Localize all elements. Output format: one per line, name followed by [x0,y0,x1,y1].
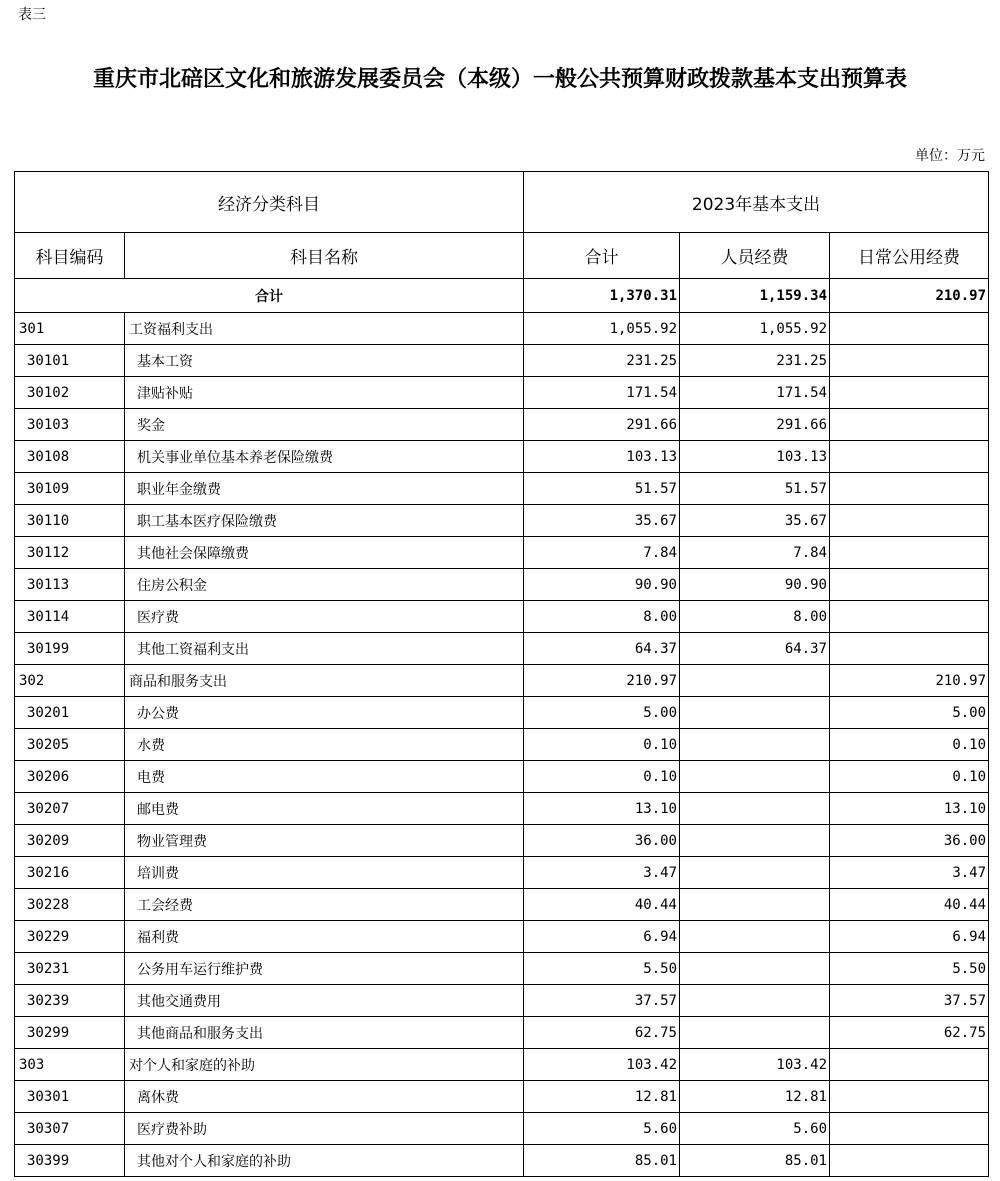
total-amount: 231.25 [524,345,680,377]
subject-name: 住房公积金 [125,569,524,601]
personnel-amount: 35.67 [680,505,830,537]
total-amount: 36.00 [524,825,680,857]
subject-name: 水费 [125,729,524,761]
personnel-amount: 51.57 [680,473,830,505]
total-personnel-amount: 1,159.34 [680,279,830,313]
personnel-amount: 1,055.92 [680,313,830,345]
header-economic-classification: 经济分类科目 [15,172,524,233]
table-row [15,377,989,409]
subject-code: 30399 [15,1145,125,1177]
subject-code: 30307 [15,1113,125,1145]
table-row [15,921,989,953]
personnel-amount [680,1017,830,1049]
personnel-amount: 8.00 [680,601,830,633]
total-public-amount: 210.97 [830,279,989,313]
personnel-amount: 291.66 [680,409,830,441]
public-amount: 6.94 [830,921,989,953]
header-subject-name: 科目名称 [125,233,524,279]
page-title: 重庆市北碚区文化和旅游发展委员会（本级）一般公共预算财政拨款基本支出预算表 [92,66,907,92]
table-row [15,793,989,825]
table-row [15,761,989,793]
total-amount: 171.54 [524,377,680,409]
total-amount: 37.57 [524,985,680,1017]
public-amount [830,633,989,665]
subject-code: 301 [15,313,125,345]
subject-code: 30209 [15,825,125,857]
subject-code: 30109 [15,473,125,505]
subject-code: 30201 [15,697,125,729]
subject-name: 医疗费 [125,601,524,633]
subject-code: 30110 [15,505,125,537]
subject-code: 30102 [15,377,125,409]
personnel-amount: 90.90 [680,569,830,601]
total-amount: 85.01 [524,1145,680,1177]
table-row [15,345,989,377]
total-label: 合计 [15,279,524,313]
public-amount [830,313,989,345]
subject-name: 基本工资 [125,345,524,377]
public-amount [830,1113,989,1145]
subject-name: 办公费 [125,697,524,729]
table-row [15,1049,989,1081]
total-amount: 51.57 [524,473,680,505]
subject-code: 30216 [15,857,125,889]
subject-code: 30112 [15,537,125,569]
table-row [15,953,989,985]
subject-name: 工资福利支出 [125,313,524,345]
table-row [15,601,989,633]
subject-name: 邮电费 [125,793,524,825]
personnel-amount [680,825,830,857]
table-row [15,1145,989,1177]
total-amount: 35.67 [524,505,680,537]
public-amount [830,473,989,505]
table-row [15,505,989,537]
subject-name: 工会经费 [125,889,524,921]
personnel-amount [680,665,830,697]
subject-name: 其他交通费用 [125,985,524,1017]
public-amount [830,345,989,377]
total-amount: 0.10 [524,729,680,761]
total-amount: 90.90 [524,569,680,601]
subject-name: 其他对个人和家庭的补助 [125,1145,524,1177]
personnel-amount [680,953,830,985]
total-amount: 103.13 [524,441,680,473]
personnel-amount: 7.84 [680,537,830,569]
table-row [15,537,989,569]
subject-code: 302 [15,665,125,697]
header-personnel-expense: 人员经费 [680,233,830,279]
subject-code: 303 [15,1049,125,1081]
public-amount: 5.50 [830,953,989,985]
subject-code: 30228 [15,889,125,921]
table-row [15,697,989,729]
subject-name: 离休费 [125,1081,524,1113]
public-amount: 0.10 [830,761,989,793]
total-amount: 3.47 [524,857,680,889]
total-amount: 1,055.92 [524,313,680,345]
total-amount: 210.97 [524,665,680,697]
subject-name: 其他社会保障缴费 [125,537,524,569]
budget-table [14,171,989,1177]
subject-name: 福利费 [125,921,524,953]
total-amount: 1,370.31 [524,279,680,313]
total-amount: 6.94 [524,921,680,953]
subject-code: 30229 [15,921,125,953]
table-row [15,729,989,761]
total-row [15,279,989,313]
header-public-expense: 日常公用经费 [830,233,989,279]
public-amount [830,441,989,473]
subject-code: 30239 [15,985,125,1017]
personnel-amount [680,697,830,729]
subject-code: 30231 [15,953,125,985]
total-amount: 13.10 [524,793,680,825]
subject-code: 30101 [15,345,125,377]
personnel-amount: 12.81 [680,1081,830,1113]
personnel-amount [680,761,830,793]
public-amount: 62.75 [830,1017,989,1049]
total-amount: 7.84 [524,537,680,569]
table-row [15,473,989,505]
personnel-amount: 103.13 [680,441,830,473]
public-amount: 37.57 [830,985,989,1017]
header-total: 合计 [524,233,680,279]
personnel-amount: 103.42 [680,1049,830,1081]
public-amount: 210.97 [830,665,989,697]
public-amount [830,1145,989,1177]
table-row [15,985,989,1017]
public-amount: 5.00 [830,697,989,729]
personnel-amount [680,889,830,921]
total-amount: 12.81 [524,1081,680,1113]
public-amount [830,537,989,569]
total-amount: 64.37 [524,633,680,665]
personnel-amount: 64.37 [680,633,830,665]
table-row [15,825,989,857]
subject-code: 30206 [15,761,125,793]
public-amount [830,505,989,537]
subject-code: 30299 [15,1017,125,1049]
personnel-amount: 5.60 [680,1113,830,1145]
subject-name: 培训费 [125,857,524,889]
public-amount [830,601,989,633]
header-subject-code: 科目编码 [15,233,125,279]
public-amount [830,409,989,441]
personnel-amount [680,729,830,761]
total-amount: 8.00 [524,601,680,633]
public-amount: 3.47 [830,857,989,889]
total-amount: 5.00 [524,697,680,729]
personnel-amount [680,857,830,889]
subject-code: 30207 [15,793,125,825]
table-row [15,1081,989,1113]
subject-code: 30108 [15,441,125,473]
subject-name: 职业年金缴费 [125,473,524,505]
public-amount: 36.00 [830,825,989,857]
total-amount: 103.42 [524,1049,680,1081]
header-row-group [15,172,989,233]
subject-code: 30103 [15,409,125,441]
personnel-amount: 231.25 [680,345,830,377]
total-amount: 5.60 [524,1113,680,1145]
subject-name: 奖金 [125,409,524,441]
budget-table-body [15,172,989,1177]
table-row [15,1113,989,1145]
table-row [15,313,989,345]
public-amount [830,377,989,409]
total-amount: 40.44 [524,889,680,921]
subject-code: 30301 [15,1081,125,1113]
public-amount [830,1081,989,1113]
subject-name: 物业管理费 [125,825,524,857]
subject-name: 医疗费补助 [125,1113,524,1145]
subject-name: 其他商品和服务支出 [125,1017,524,1049]
personnel-amount [680,793,830,825]
subject-name: 其他工资福利支出 [125,633,524,665]
table-row [15,857,989,889]
table-row [15,441,989,473]
public-amount [830,1049,989,1081]
public-amount: 40.44 [830,889,989,921]
subject-code: 30205 [15,729,125,761]
subject-code: 30199 [15,633,125,665]
subject-name: 津贴补贴 [125,377,524,409]
table-row [15,889,989,921]
subject-name: 职工基本医疗保险缴费 [125,505,524,537]
total-amount: 0.10 [524,761,680,793]
personnel-amount [680,921,830,953]
table-row [15,633,989,665]
header-2023-basic-expenditure: 2023年基本支出 [524,172,989,233]
total-amount: 5.50 [524,953,680,985]
subject-name: 公务用车运行维护费 [125,953,524,985]
table-row [15,569,989,601]
subject-name: 商品和服务支出 [125,665,524,697]
personnel-amount: 171.54 [680,377,830,409]
header-row-columns [15,233,989,279]
total-amount: 62.75 [524,1017,680,1049]
total-amount: 291.66 [524,409,680,441]
table-row [15,409,989,441]
public-amount: 0.10 [830,729,989,761]
subject-name: 机关事业单位基本养老保险缴费 [125,441,524,473]
personnel-amount: 85.01 [680,1145,830,1177]
table-number: 表三 [18,7,46,23]
table-row [15,1017,989,1049]
subject-code: 30114 [15,601,125,633]
public-amount: 13.10 [830,793,989,825]
subject-code: 30113 [15,569,125,601]
personnel-amount [680,985,830,1017]
subject-name: 电费 [125,761,524,793]
table-row [15,665,989,697]
unit-label: 单位：万元 [915,148,985,164]
public-amount [830,569,989,601]
subject-name: 对个人和家庭的补助 [125,1049,524,1081]
